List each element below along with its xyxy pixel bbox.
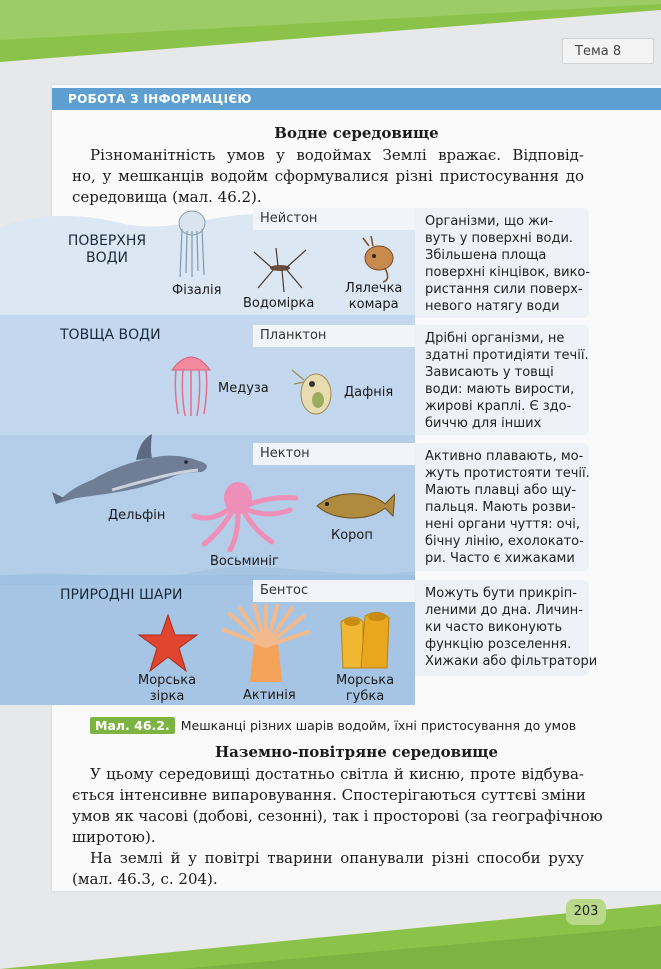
- land-air-paragraph-1: [72, 764, 603, 848]
- description-line: Хижаки або фільтратори: [425, 654, 598, 669]
- cod-fish-illustration: [313, 486, 395, 526]
- zone-label-bottom-layers: ПРИРОДНІ ШАРИ: [60, 587, 183, 603]
- group-tag-plankton: Планктон: [253, 325, 415, 347]
- organism-label-carp: Короп: [331, 528, 373, 543]
- organism-label-starfish: [138, 673, 196, 705]
- organism-label-line: Лялечка: [345, 281, 403, 296]
- description-line: нені органи чуття: очі,: [425, 517, 581, 532]
- description-line: води: мають вирости,: [425, 382, 575, 397]
- section-title-land-air: Наземно-повітряне середовище: [215, 743, 498, 761]
- zone-label-line: ВОДИ: [85, 250, 129, 266]
- section-banner: РОБОТА З ІНФОРМАЦІЄЮ: [52, 88, 661, 110]
- page-number: 203: [566, 899, 606, 925]
- paragraph-line: У цьому середовищі достатньо світла й кисню, проте відбува-: [90, 765, 584, 783]
- description-line: Організми, що жи-: [425, 214, 554, 229]
- description-plankton: [415, 325, 589, 435]
- description-line: бічну лінію, ехолокато-: [425, 534, 584, 549]
- zone-label-surface: [55, 233, 159, 267]
- water-strider-illustration: [250, 242, 310, 294]
- description-line: здатні протидіяти течії.: [425, 348, 589, 363]
- daphnia-illustration: [290, 362, 338, 420]
- physalia-illustration: [172, 207, 212, 279]
- description-benthos: [415, 580, 598, 676]
- paragraph-line: Різноманітність умов у водоймах Землі вражає. Відповід-: [90, 146, 584, 164]
- section-title-water: Водне середовище: [274, 124, 439, 142]
- organism-label-line: зірка: [149, 689, 185, 704]
- paragraph-line: середовища (мал. 46.2).: [72, 188, 262, 206]
- water-paragraph: [72, 145, 584, 208]
- starfish-illustration: [137, 613, 199, 673]
- octopus-illustration: [190, 478, 300, 552]
- organism-label-sponge: [336, 673, 394, 705]
- mosquito-pupa-illustration: [355, 236, 403, 284]
- organism-label-jellyfish: Медуза: [218, 381, 269, 396]
- bottom-green-band: [0, 890, 661, 969]
- jellyfish-illustration: [168, 350, 214, 418]
- organism-label-dolphin: Дельфін: [108, 508, 166, 523]
- zone-label-water-column: ТОВЩА ВОДИ: [60, 327, 161, 343]
- organism-label-line: Морська: [336, 673, 395, 688]
- organism-label-mosquito-pupa: [345, 281, 402, 313]
- description-line: невого натягу води: [425, 299, 560, 314]
- description-line: вуть у поверхні води.: [425, 231, 574, 246]
- organism-label-water-strider: Водомірка: [243, 296, 315, 311]
- figure-caption-text: Мешканці різних шарів водойм, їхні пристосування до умов: [180, 718, 577, 733]
- organism-label-line: Морська: [138, 673, 197, 688]
- organism-label-daphnia: Дафнія: [344, 385, 394, 400]
- description-line: биччю для інших: [425, 416, 542, 431]
- description-line: Збільшена площа: [425, 248, 547, 263]
- description-neuston: [415, 208, 589, 318]
- description-line: ри. Часто є хижаками: [425, 551, 575, 566]
- description-line: леними до дна. Личин-: [425, 603, 583, 618]
- description-line: жуть протистояти течії.: [425, 466, 590, 481]
- paragraph-line: умов як часові (добові, сезонні), так і просторові (за географічною: [72, 807, 603, 825]
- paragraph-line: На землі й у повітрі тварини опанували різні способи руху: [90, 849, 584, 867]
- organism-label-physalia: Фізалія: [172, 283, 222, 298]
- description-line: Активно плавають, мо-: [425, 449, 584, 464]
- description-line: Мають плавці або щу-: [425, 483, 577, 498]
- organism-label-octopus: Восьминіг: [210, 554, 279, 569]
- description-line: поверхні кінцівок, вико-: [425, 265, 591, 280]
- paragraph-line: (мал. 46.3, с. 204).: [72, 870, 218, 888]
- group-tag-neuston: Нейстон: [253, 208, 415, 230]
- paragraph-line: но, у мешканців водойм сформувалися різні пристосування до: [72, 167, 584, 185]
- description-line: жирові краплі. Є здо-: [425, 399, 572, 414]
- land-air-paragraph-2: [72, 848, 584, 890]
- description-line: функцію розселення.: [425, 637, 572, 652]
- topic-badge: Тема 8: [562, 38, 654, 64]
- figure-caption: [90, 717, 576, 734]
- paragraph-line: широтою).: [72, 828, 156, 846]
- sea-anemone-illustration: [220, 604, 312, 682]
- description-line: ристання сили поверх-: [425, 282, 583, 297]
- zone-label-line: ПОВЕРХНЯ: [67, 233, 147, 249]
- description-line: Дрібні організми, не: [425, 331, 565, 346]
- figure-caption-label: Мал. 46.2.: [90, 717, 175, 734]
- sea-sponge-illustration: [337, 608, 393, 670]
- organism-label-line: губка: [345, 689, 385, 704]
- description-line: Зависають у товщі: [425, 365, 554, 380]
- group-tag-benthos: Бентос: [253, 580, 415, 602]
- paragraph-line: ється інтенсивне випаровування. Спостерігаються суттєві зміни: [72, 786, 586, 804]
- description-line: ки часто виконують: [425, 620, 563, 635]
- group-tag-nekton: Нектон: [253, 443, 415, 465]
- organism-label-anemone: Актинія: [243, 688, 296, 703]
- dolphin-illustration: [52, 432, 212, 508]
- description-line: пальця. Мають розви-: [425, 500, 576, 515]
- organism-label-line: комара: [348, 297, 399, 312]
- description-nekton: [415, 443, 589, 571]
- description-line: Можуть бути прикріп-: [425, 586, 577, 601]
